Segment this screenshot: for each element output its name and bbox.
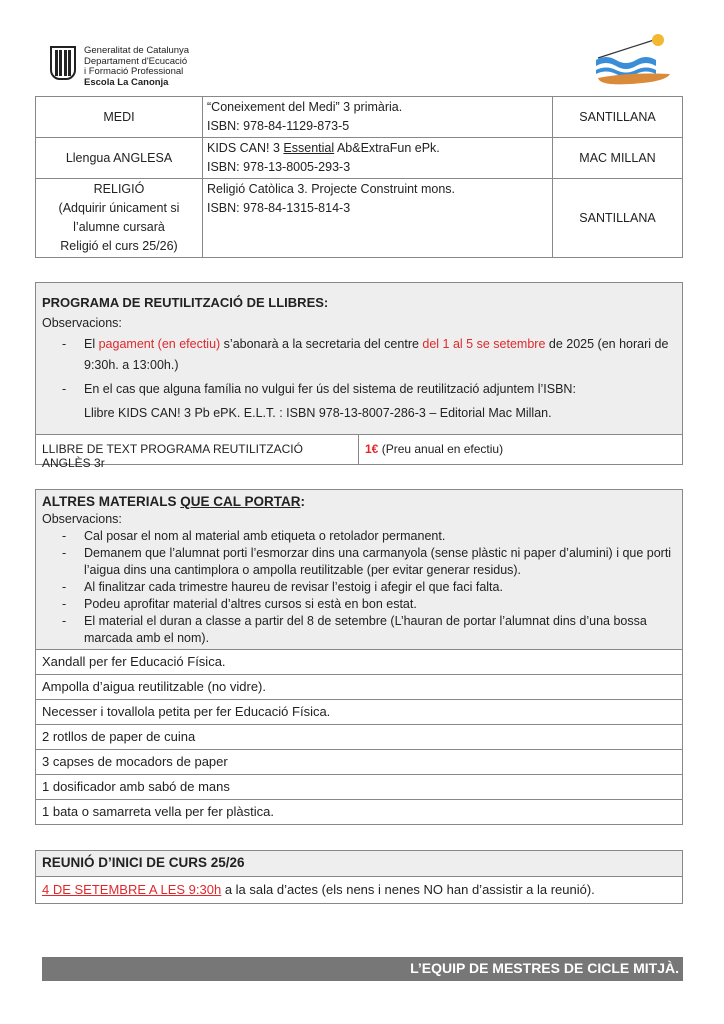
materials-section [35, 489, 683, 825]
org-line: Departament d'Ecucació [84, 55, 188, 67]
observations-label: Observacions: [42, 316, 122, 330]
reuse-book-label: LLIBRE DE TEXT PROGRAMA REUTILITZACIÓ ANGLÈS 3r [36, 435, 359, 464]
material-item: 1 dosificador amb sabó de mans [36, 774, 682, 799]
list-item: - Demanem que l’alumnat porti l’esmorzar dins una carmanyola (sense plàstic ni paper d’alumini) i que porti l’aigua dins una cantimplora o ampolla reutilitzable (per evitar generar residus). [62, 546, 672, 577]
school-logo-icon [592, 32, 676, 90]
book-isbn: ISBN: 978-84-1129-873-5 [207, 119, 350, 133]
list-item: - En el cas que alguna família no vulgui fer ús del sistema de reutilització adjuntem l’ISBN: [62, 382, 576, 396]
org-line: Generalitat de Catalunya [84, 45, 190, 56]
material-item: Ampolla d’aigua reutilitzable (no vidre). [36, 674, 682, 699]
list-item: - Cal posar el nom al material amb etiqueta o retolador permanent. [62, 529, 446, 543]
generalitat-logo-icon [50, 46, 76, 80]
book-isbn: ISBN: 978-84-1315-814-3 [207, 201, 351, 215]
book-isbn: ISBN: 978-13-8005-293-3 [207, 160, 351, 174]
reuse-price: 1€ (Preu anual en efectiu) [365, 442, 504, 456]
table-row [36, 138, 683, 179]
books-table [35, 96, 683, 258]
material-item: 3 capses de mocadors de paper [36, 749, 682, 774]
list-item: - El material el duran a classe a partir del 8 de setembre (L’hauran de portar l’alumnat dins d’una bossa marcada amb el nom). [62, 614, 647, 645]
book-cell [203, 138, 553, 179]
school-name: Escola La Canonja [84, 76, 169, 88]
org-name [84, 46, 189, 88]
section-title: PROGRAMA DE REUTILITZACIÓ DE LLIBRES: [42, 295, 329, 310]
book-cell [203, 97, 553, 138]
table-row [36, 434, 682, 470]
subject-cell: RELIGIÓ (Adquirir únicament si l’alumne cursarà Religió el curs 25/26) [36, 179, 203, 258]
material-item: 1 bata o samarreta vella per fer plàstica. [36, 799, 682, 824]
book-title: “Coneixement del Medi” 3 primària. [207, 100, 403, 114]
book-cell [203, 179, 553, 258]
reuse-program-section [35, 282, 683, 470]
table-row [36, 97, 683, 138]
observations-label: Observacions: [42, 512, 122, 526]
publisher-cell: SANTILLANA [553, 179, 683, 258]
list-item: - Al finalitzar cada trimestre haureu de revisar l’estoig i afegir el que faci falta. [62, 580, 503, 594]
book-title: Religió Catòlica 3. Projecte Construint mons. [207, 182, 456, 196]
publisher-cell: SANTILLANA [553, 97, 683, 138]
org-line: i Formació Professional [84, 66, 184, 77]
list-item: - El pagament (en efectiu) s’abonarà a la secretaria del centre del 1 al 5 se setembre de 2025 (en horari de 9:30h. a 13:00h.) [62, 337, 669, 372]
book-title: KIDS CAN! 3 Essential Ab&ExtraFun ePk. [207, 141, 440, 155]
section-title: REUNIÓ D’INICI DE CURS 25/26 [36, 851, 682, 876]
meeting-info: 4 DE SETEMBRE A LES 9:30h a la sala d’actes (els nens i nenes NO han d’assistir a la reunió). [36, 876, 682, 903]
material-item: Necesser i tovallola petita per fer Educació Física. [36, 699, 682, 724]
material-item: Xandall per fer Educació Física. [36, 649, 682, 674]
header [50, 46, 189, 88]
list-item: - Podeu aprofitar material d’altres cursos si està en bon estat. [62, 597, 417, 611]
footer-signature: L’EQUIP DE MESTRES DE CICLE MITJÀ. [42, 957, 683, 981]
table-row [36, 179, 683, 258]
subject-cell: MEDI [36, 97, 203, 138]
section-title: ALTRES MATERIALS QUE CAL PORTAR: [42, 494, 306, 509]
isbn-note: Llibre KIDS CAN! 3 Pb ePK. E.L.T. : ISBN 978-13-8007-286-3 – Editorial Mac Millan. [84, 406, 552, 420]
publisher-cell: MAC MILLAN [553, 138, 683, 179]
subject-cell: Llengua ANGLESA [36, 138, 203, 179]
material-item: 2 rotllos de paper de cuina [36, 724, 682, 749]
meeting-section [35, 850, 683, 904]
